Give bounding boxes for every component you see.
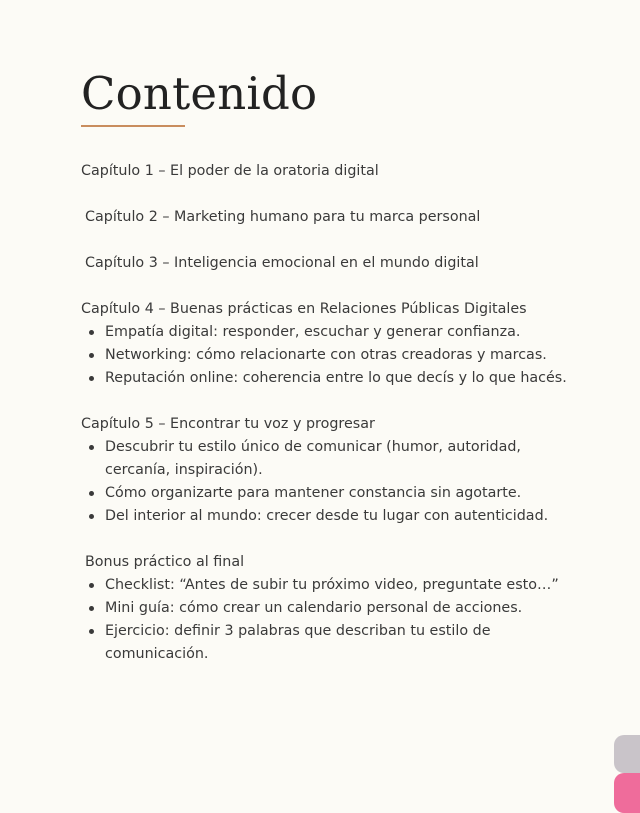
chapter-2-heading: Capítulo 2 – Marketing humano para tu marca personal — [85, 209, 481, 225]
list-item — [81, 482, 575, 505]
chapter-1-heading: Capítulo 1 – El poder de la oratoria digital — [81, 163, 379, 179]
table-of-contents — [81, 160, 591, 666]
list-item-text: Del interior al mundo: crecer desde tu lugar con autenticidad. — [105, 508, 549, 524]
section-spacer — [81, 229, 591, 252]
bonus-topics — [81, 574, 591, 666]
gray-corner-tab — [614, 735, 640, 773]
list-item — [81, 597, 575, 620]
bullet-icon — [89, 445, 94, 450]
list-item-text: Empatía digital: responder, escuchar y generar confianza. — [105, 324, 521, 340]
list-item — [81, 436, 575, 482]
list-item — [81, 344, 575, 367]
list-item-text: Descubrir tu estilo único de comunicar (humor, autoridad, cercanía, inspiración). — [105, 439, 521, 478]
chapter-4-topics — [81, 321, 591, 390]
bullet-icon — [89, 629, 94, 634]
bullet-icon — [89, 330, 94, 335]
chapter-5-heading: Capítulo 5 – Encontrar tu voz y progresar — [81, 416, 375, 432]
section-spacer — [81, 390, 591, 413]
list-item-text: Checklist: “Antes de subir tu próximo video, preguntate esto…” — [105, 577, 559, 593]
list-item-text: Reputación online: coherencia entre lo que decís y lo que hacés. — [105, 370, 567, 386]
bullet-icon — [89, 491, 94, 496]
bullet-icon — [89, 606, 94, 611]
bullet-icon — [89, 353, 94, 358]
list-item-text: Networking: cómo relacionarte con otras creadoras y marcas. — [105, 347, 547, 363]
list-item-text: Mini guía: cómo crear un calendario personal de acciones. — [105, 600, 523, 616]
section-spacer — [81, 183, 591, 206]
pink-corner-tab — [614, 773, 640, 813]
list-item-text: Ejercicio: definir 3 palabras que describan tu estilo de comunicación. — [105, 623, 491, 662]
list-item-text: Cómo organizarte para mantener constancia sin agotarte. — [105, 485, 522, 501]
list-item — [81, 367, 575, 390]
bullet-icon — [89, 514, 94, 519]
list-item — [81, 321, 575, 344]
section-spacer — [81, 275, 591, 298]
bullet-icon — [89, 583, 94, 588]
chapter-4-heading: Capítulo 4 – Buenas prácticas en Relaciones Públicas Digitales — [81, 301, 527, 317]
title-underline — [81, 125, 185, 127]
chapter-3-heading: Capítulo 3 – Inteligencia emocional en el mundo digital — [85, 255, 479, 271]
chapter-5-topics — [81, 436, 591, 528]
bullet-icon — [89, 376, 94, 381]
bonus-heading: Bonus práctico al final — [85, 554, 245, 570]
list-item — [81, 620, 575, 666]
page-title: Contenido — [81, 67, 318, 120]
list-item — [81, 505, 575, 528]
section-spacer — [81, 528, 591, 551]
list-item — [81, 574, 575, 597]
